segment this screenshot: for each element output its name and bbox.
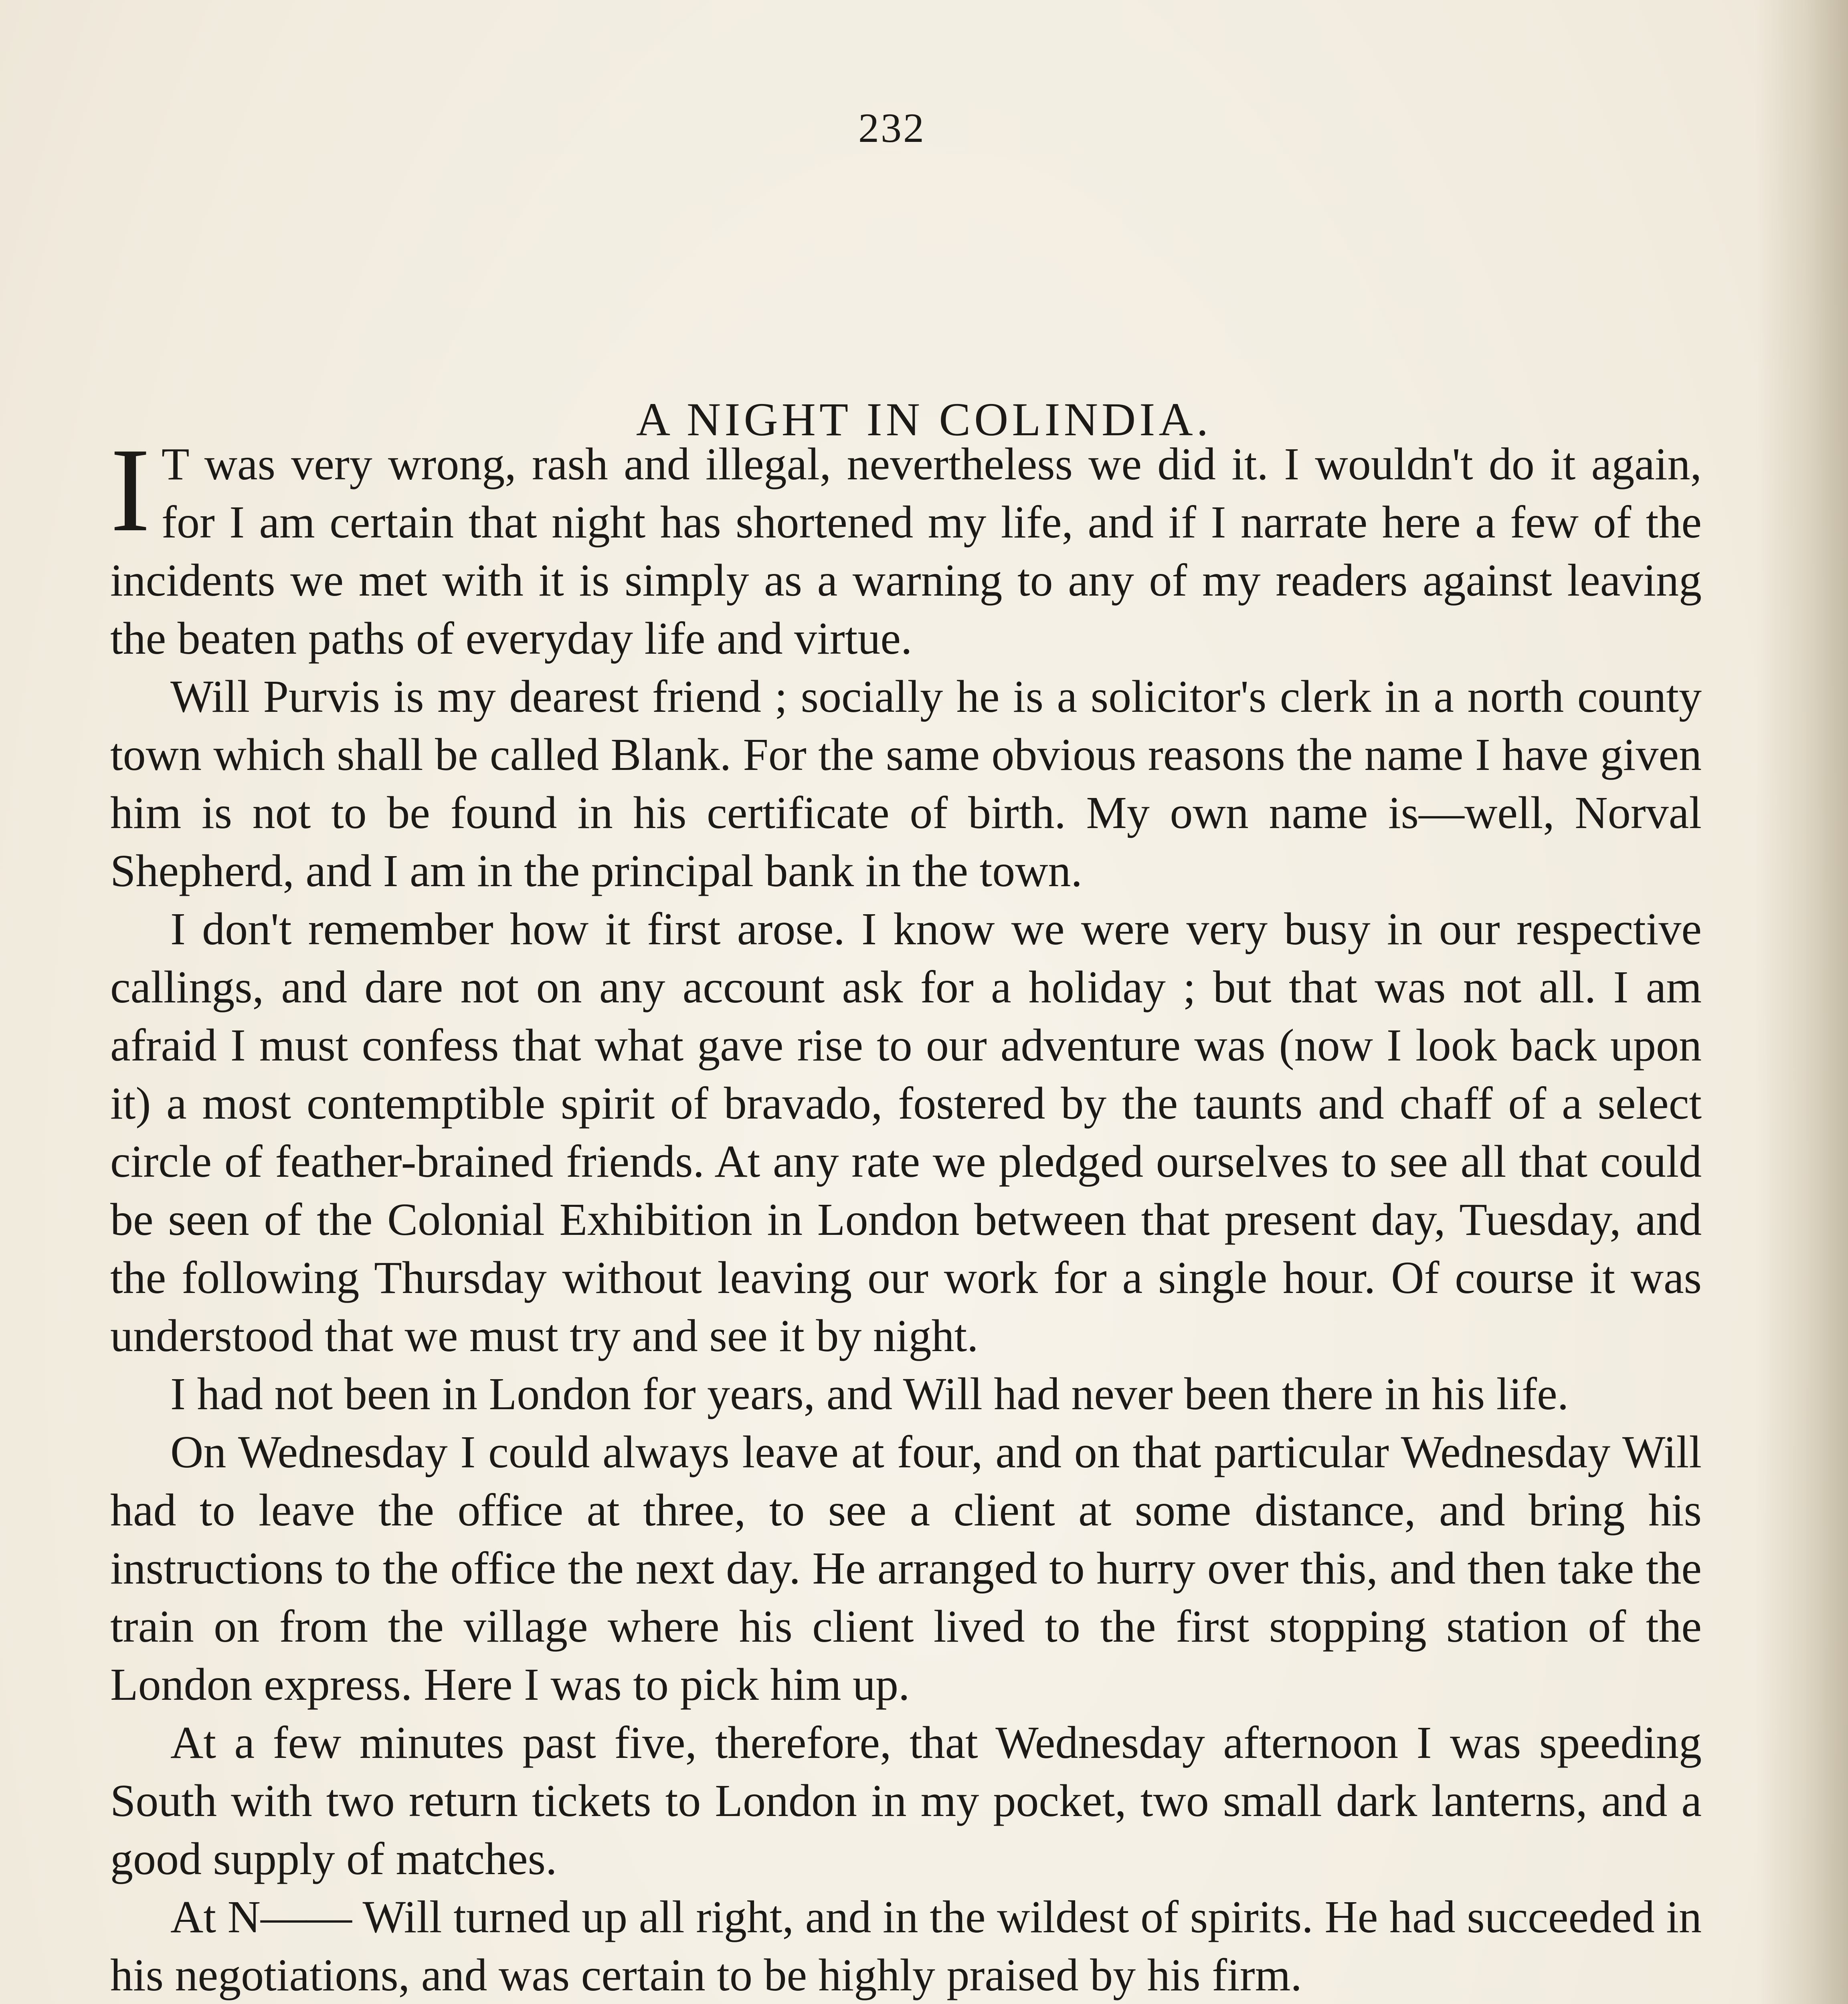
- paragraph-6: At a few minutes past five, therefore, that Wednesday afternoon I was speeding South with two return tickets to London in my pocket, two small dark lanterns, and a good supply of matches.: [110, 1717, 1702, 1884]
- drop-cap: I: [110, 423, 150, 556]
- article-title: A NIGHT IN COLINDIA.: [636, 393, 1212, 446]
- article-body: [110, 423, 1702, 2004]
- paragraph-5: On Wednesday I could always leave at four, and on that particular Wednesday Will had to leave the office at three, to see a client at some distance, and bring his instructions to the office the next day. He arranged to hurry over this, and then take the train on from the village where his client lived to the first stopping station of the London express. Here I was to pick him up.: [110, 1426, 1702, 1710]
- paragraph-1-text: T was very wrong, rash and illegal, nevertheless we did it. I wouldn't do it again, for I am certain that night has shortened my life, and if I narrate here a few of the incidents we met with it is simply as a warning to any of my readers against leaving the beaten paths of everyday life and virtue.: [110, 438, 1702, 664]
- paragraph-7: At N—— Will turned up all right, and in the wildest of spirits. He had succeeded in his negotiations, and was certain to be highly praised by his firm.: [110, 1891, 1702, 2000]
- paragraph-1: [110, 423, 1702, 667]
- paragraph-3: I don't remember how it first arose. I know we were very busy in our respective callings, and dare not on any account ask for a holiday ; but that was not all. I am afraid I must confess that what gave rise to our adventure was (now I look back upon it) a most contemptible spirit of bravado, fostered by the taunts and chaff of a select circle of feather-brained friends. At any rate we pledged ourselves to see all that could be seen of the Colonial Exhibition in London between that present day, Tuesday, and the following Thursday without leaving our work for a single hour. Of course it was understood that we must try and see it by night.: [110, 903, 1702, 1361]
- paragraph-4: I had not been in London for years, and Will had never been there in his life.: [170, 1368, 1569, 1419]
- page-number: 232: [858, 105, 926, 151]
- paragraph-2: Will Purvis is my dearest friend ; socially he is a solicitor's clerk in a north county town which shall be called Blank. For the same obvious reasons the name I have given him is not to be found in his certificate of birth. My own name is—well, Norval Shepherd, and I am in the principal bank in the town.: [110, 671, 1702, 896]
